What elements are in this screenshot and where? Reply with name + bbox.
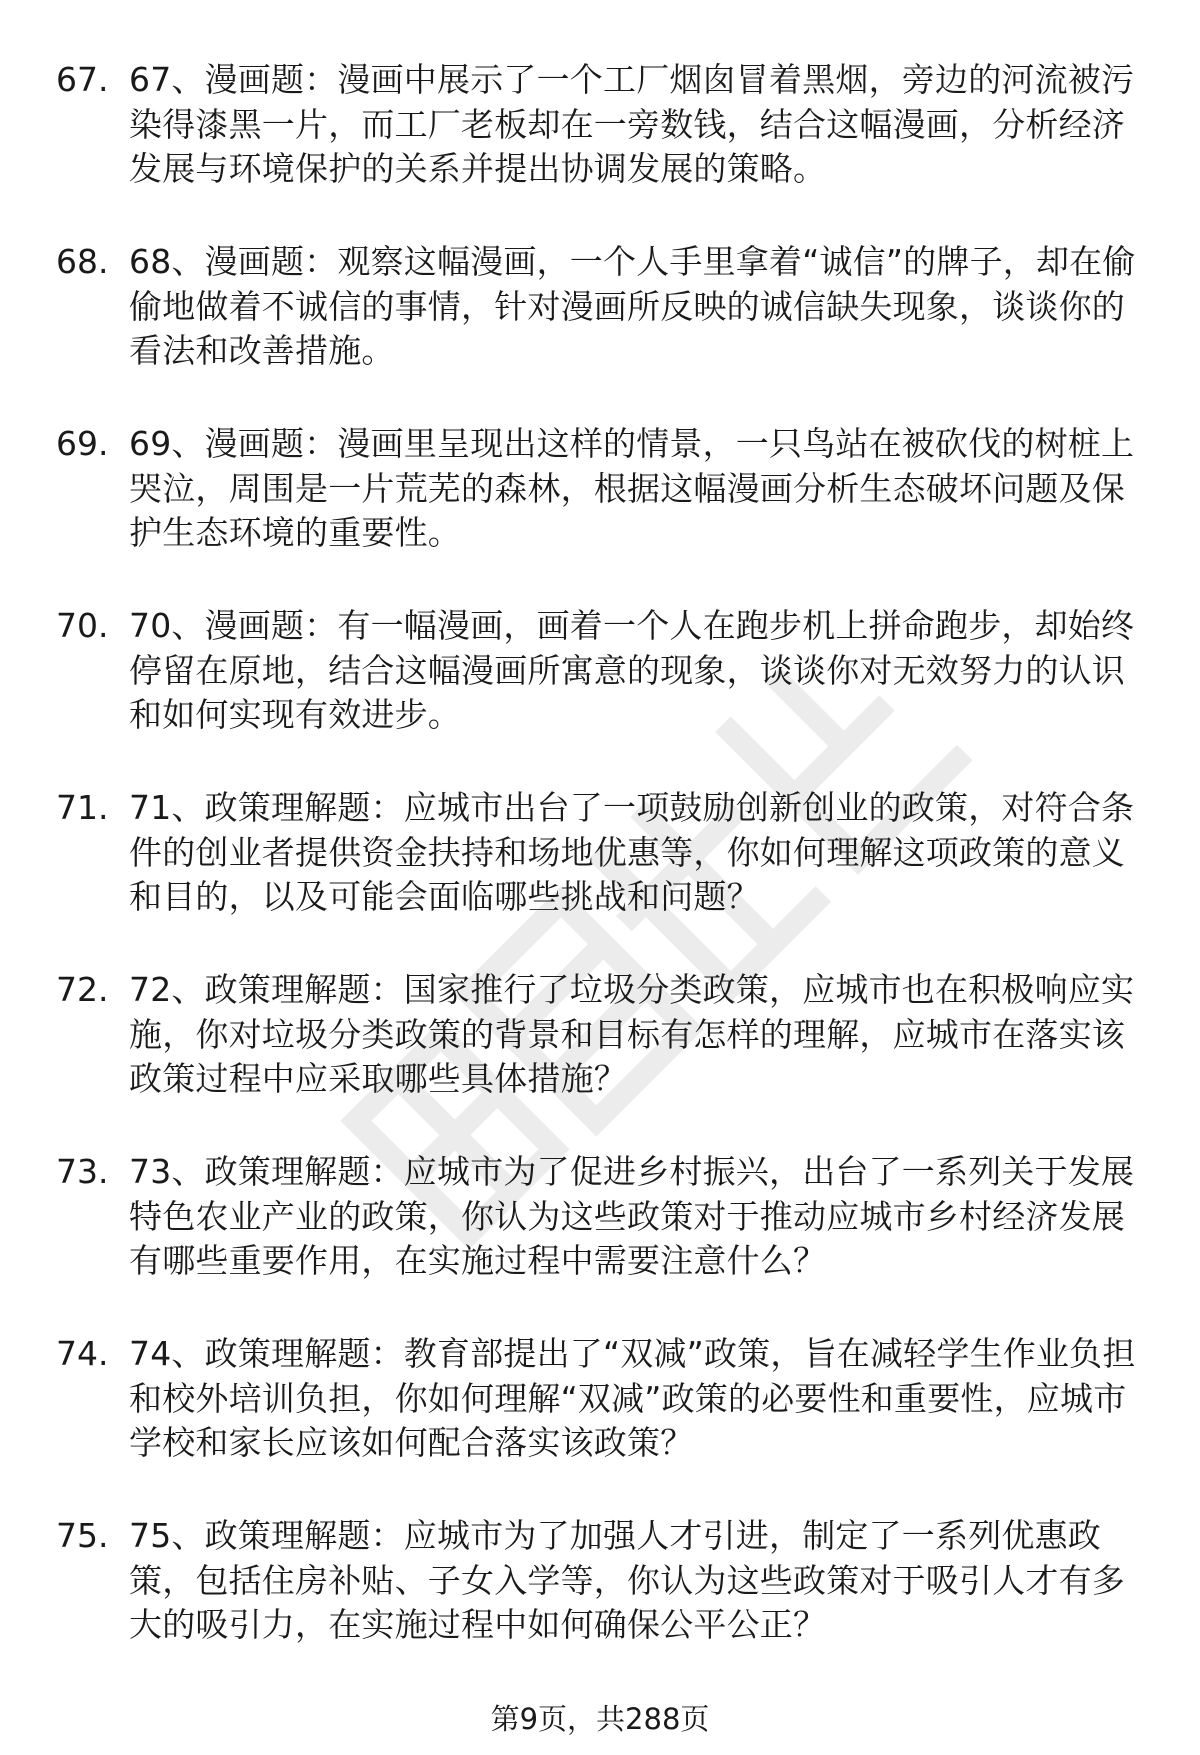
question-text: 73、政策理解题：应城市为了促进乡村振兴，出台了一系列关于发展特色农业产业的政策，你认为这些政策对于推动应城市乡村经济发展有哪些重要作用，在实施过程中需要注意什么？ [129,1152,1135,1280]
list-item [56,1150,1146,1332]
list-item [56,786,1146,968]
question-text: 72、政策理解题：国家推行了垃圾分类政策，应城市也在积极响应实施，你对垃圾分类政策的背景和目标有怎样的理解，应城市在落实该政策过程中应采取哪些具体措施？ [129,970,1135,1098]
page-footer: 第9页，共288页 [490,1702,710,1736]
list-item [56,422,1146,604]
list-item [56,1514,1146,1696]
question-number: 74. [56,1334,109,1373]
question-number: 72. [56,970,109,1009]
question-list [56,58,1146,1696]
list-item [56,968,1146,1150]
question-number: 69. [56,424,109,463]
question-text: 71、政策理解题：应城市出台了一项鼓励创新创业的政策，对符合条件的创业者提供资金扶持和场地优惠等，你如何理解这项政策的意义和目的，以及可能会面临哪些挑战和问题？ [129,788,1135,916]
question-number: 67. [56,60,109,99]
question-number: 75. [56,1516,109,1555]
question-text: 70、漫画题：有一幅漫画，画着一个人在跑步机上拼命跑步，却始终停留在原地，结合这幅漫画所寓意的现象，谈谈你对无效努力的认识和如何实现有效进步。 [129,606,1135,734]
question-text: 75、政策理解题：应城市为了加强人才引进，制定了一系列优惠政策，包括住房补贴、子女入学等，你认为这些政策对于吸引人才有多大的吸引力，在实施过程中如何确保公平公正？ [129,1516,1125,1644]
question-text: 74、政策理解题：教育部提出了“双减”政策，旨在减轻学生作业负担和校外培训负担，你如何理解“双减”政策的必要性和重要性，应城市学校和家长应该如何配合落实该政策？ [129,1334,1136,1462]
list-item [56,58,1146,240]
question-number: 68. [56,242,109,281]
list-item [56,604,1146,786]
list-item [56,1332,1146,1514]
question-number: 70. [56,606,109,645]
question-text: 67、漫画题：漫画中展示了一个工厂烟囱冒着黑烟，旁边的河流被污染得漆黑一片，而工厂老板却在一旁数钱，结合这幅漫画，分析经济发展与环境保护的关系并提出协调发展的策略。 [129,60,1135,188]
list-item [56,240,1146,422]
question-text: 69、漫画题：漫画里呈现出这样的情景，一只鸟站在被砍伐的树桩上哭泣，周围是一片荒芜的森林，根据这幅漫画分析生态破坏问题及保护生态环境的重要性。 [129,424,1135,552]
question-number: 71. [56,788,109,827]
question-number: 73. [56,1152,109,1191]
question-text: 68、漫画题：观察这幅漫画，一个人手里拿着“诚信”的牌子，却在偷偷地做着不诚信的事情，针对漫画所反映的诚信缺失现象，谈谈你的看法和改善措施。 [129,242,1136,370]
